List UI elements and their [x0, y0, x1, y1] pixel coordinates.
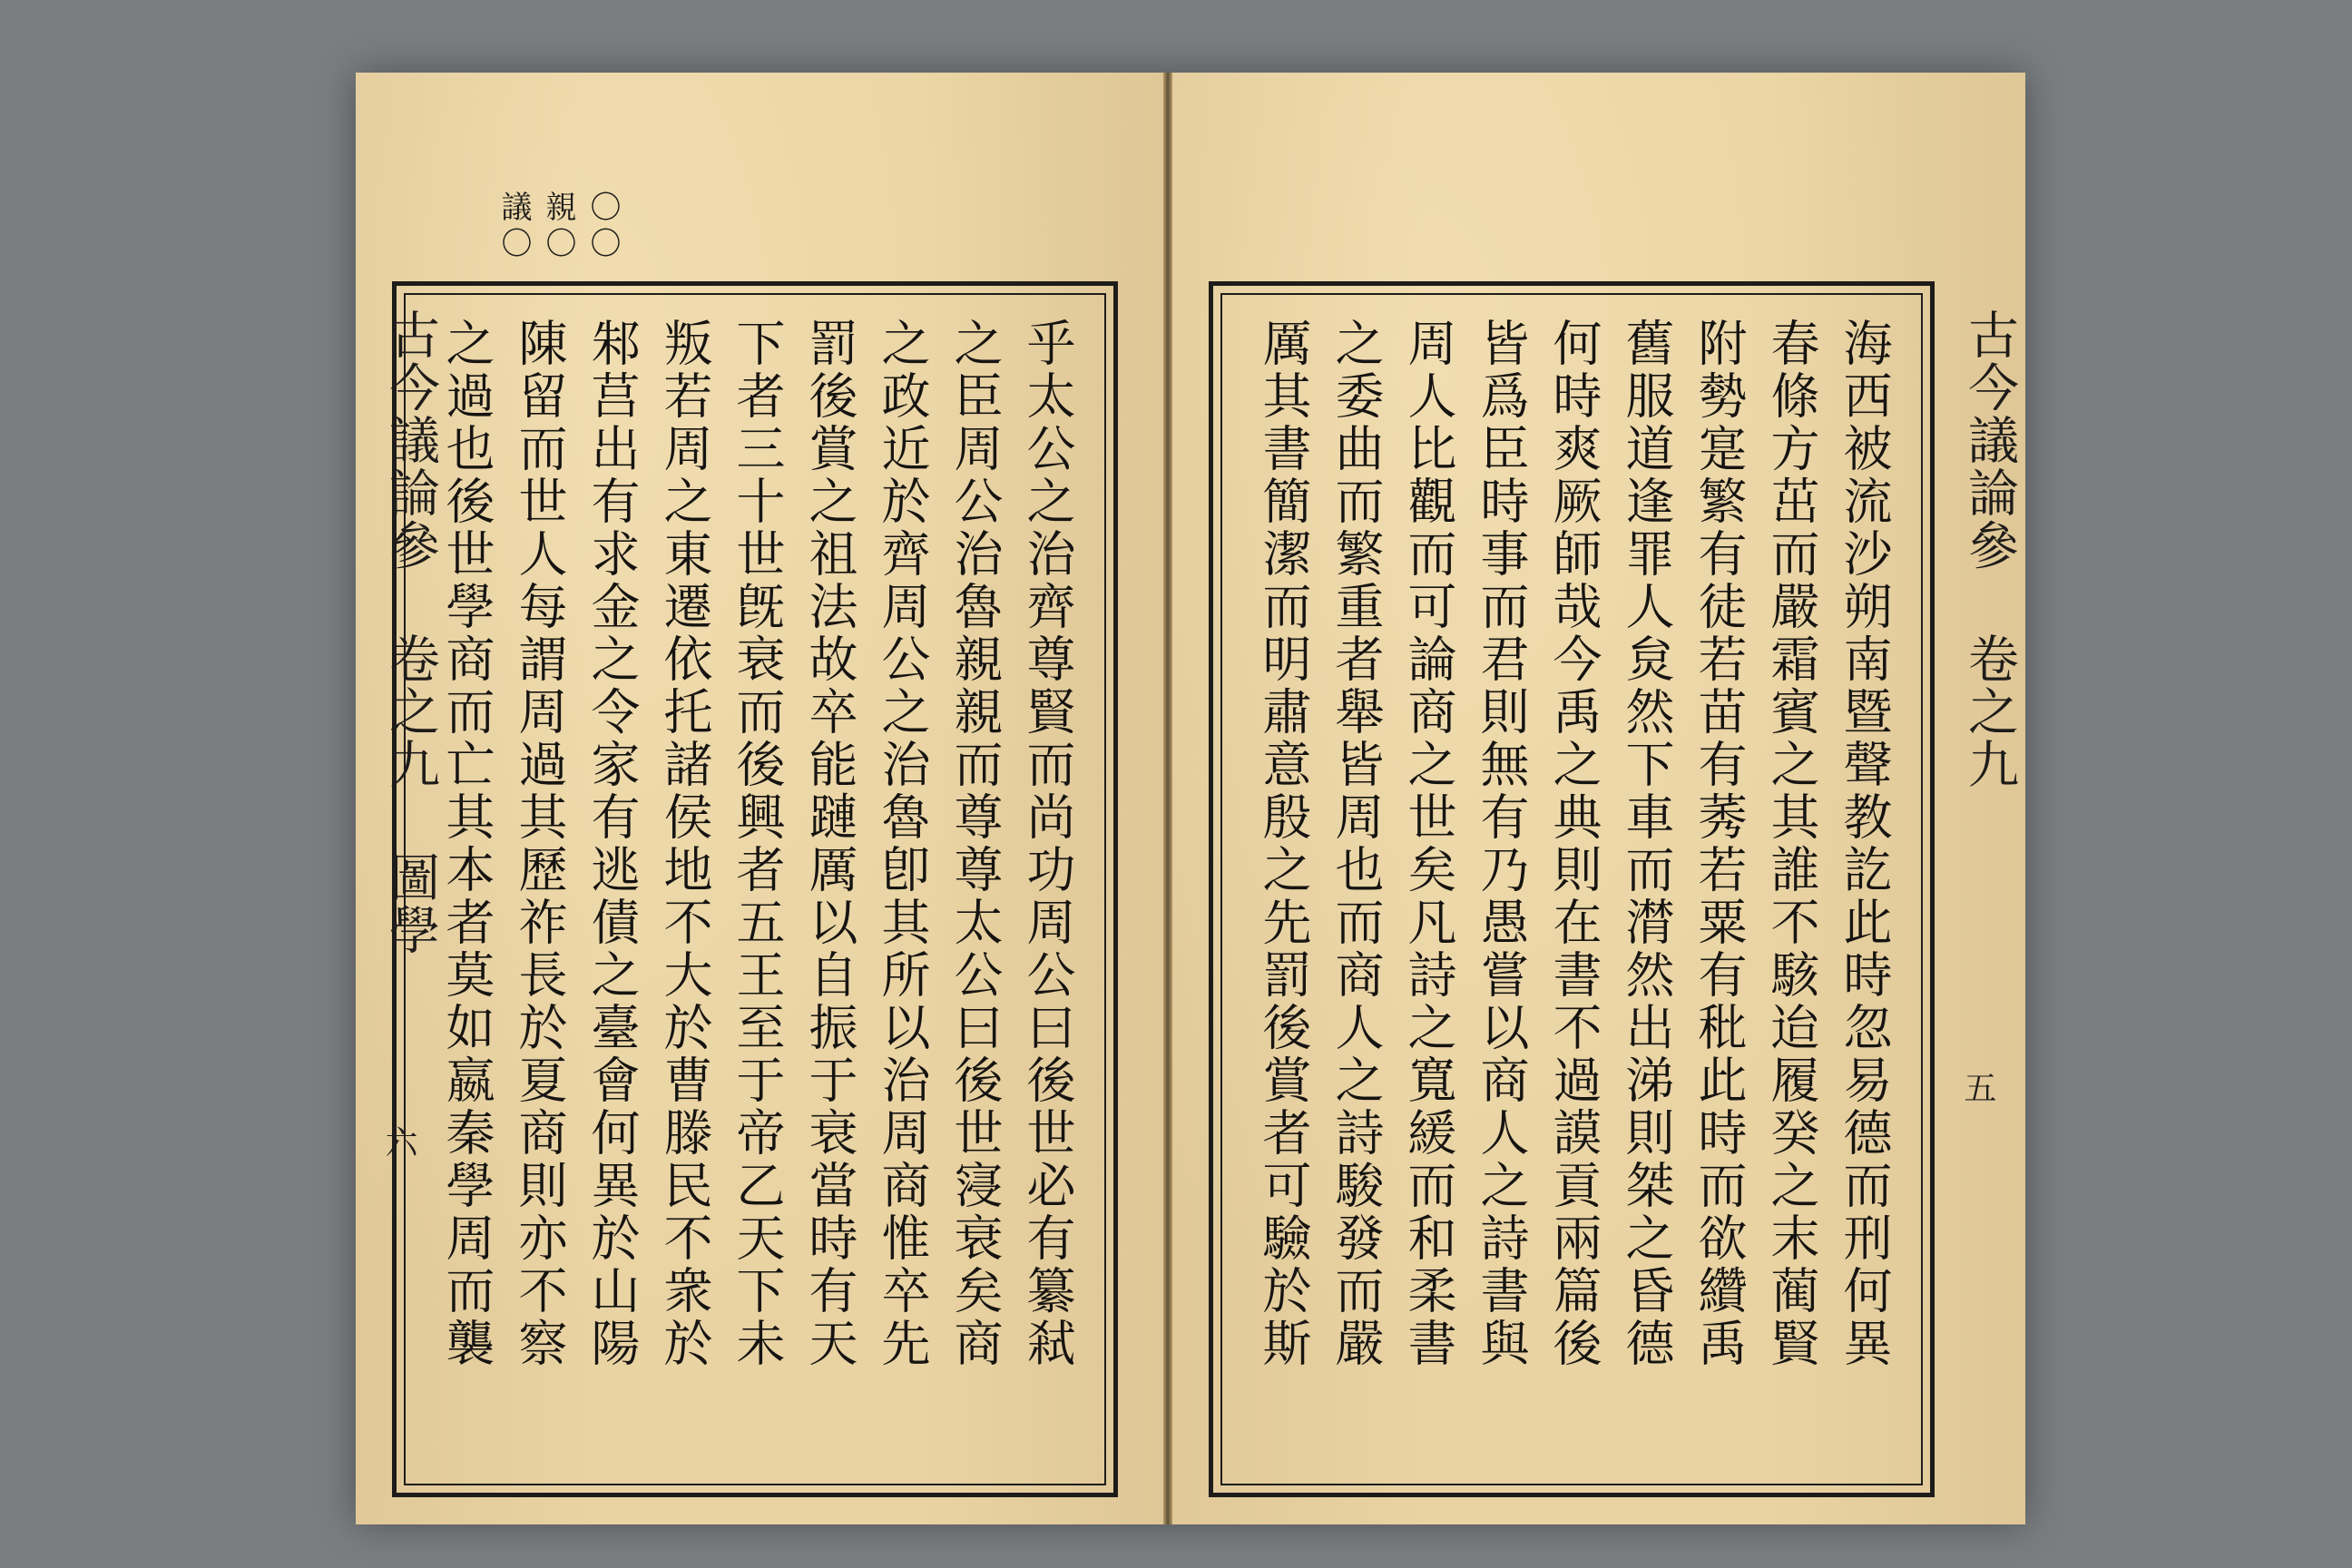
text-column: 之政近於齊周公之治魯卽其所以治周商惟卒先 — [874, 318, 931, 1370]
text-column: 厲其書簡潔而明肅意殷之先罰後賞者可驗於斯 — [1255, 318, 1312, 1370]
text-column: 附勢寔繁有徒若苗有莠若粟有秕此時而欲纘禹 — [1690, 318, 1748, 1370]
right-page — [1172, 73, 2025, 1524]
left-page — [356, 73, 1163, 1524]
right-folio: 五 — [1959, 1071, 1996, 1103]
text-column: 何時爽厥師哉今禹之典則在書不過謨貢兩篇後 — [1545, 318, 1602, 1370]
right-banxin: 古今議論參 卷之九 — [1960, 309, 2019, 790]
open-book — [356, 73, 2025, 1524]
text-column: 舊服道逢罪人炱然下車而潸然出涕則桀之昏德 — [1618, 318, 1675, 1370]
text-column: 春條方茁而嚴霜賓之其誰不駭迨履癸之末蔺賢 — [1763, 318, 1820, 1370]
text-column: 周人比觀而可論商之世矣凡詩之寬緩而和柔書 — [1400, 318, 1457, 1370]
text-column: 叛若周之東遷依托諸侯地不大於曹滕民不衆於 — [656, 318, 713, 1370]
left-folio: 六 — [380, 1125, 417, 1158]
text-column: 之臣周公治魯親親而尊尊太公曰後世寖衰矣商 — [946, 318, 1004, 1370]
text-column: 之過也後世學商而亡其本者莫如嬴秦學周而襲 — [438, 318, 495, 1370]
book-gutter — [1163, 73, 1172, 1524]
text-column: 乎太公之治齊尊賢而尚功周公曰後世必有纂弒 — [1019, 318, 1076, 1370]
text-column: 之委曲而繁重者舉皆周也而商人之詩駿發而嚴 — [1328, 318, 1385, 1370]
text-column: 下者三十世旣衰而後興者五王至于帝乙天下未 — [729, 318, 786, 1370]
text-column: 皆爲臣時事而君則無有乃愚嘗以商人之詩書與 — [1473, 318, 1530, 1370]
text-column: 海西被流沙朔南暨聲教訖此時忽易德而刑何異 — [1836, 318, 1893, 1370]
margin-note: 親〇 — [540, 191, 576, 263]
margin-note: 議〇 — [495, 191, 532, 263]
margin-note: 〇〇 — [584, 191, 621, 263]
text-column: 邾莒出有求金之令家有逃債之臺會何異於山陽 — [583, 318, 641, 1370]
text-column: 陳留而世人每謂周過其歷祚長於夏商則亦不察 — [511, 318, 568, 1370]
left-banxin: 古今議論參 卷之九 圖學 — [381, 309, 440, 956]
text-column: 罰後賞之祖法故卒能蹥厲以自振于衰當時有天 — [801, 318, 858, 1370]
